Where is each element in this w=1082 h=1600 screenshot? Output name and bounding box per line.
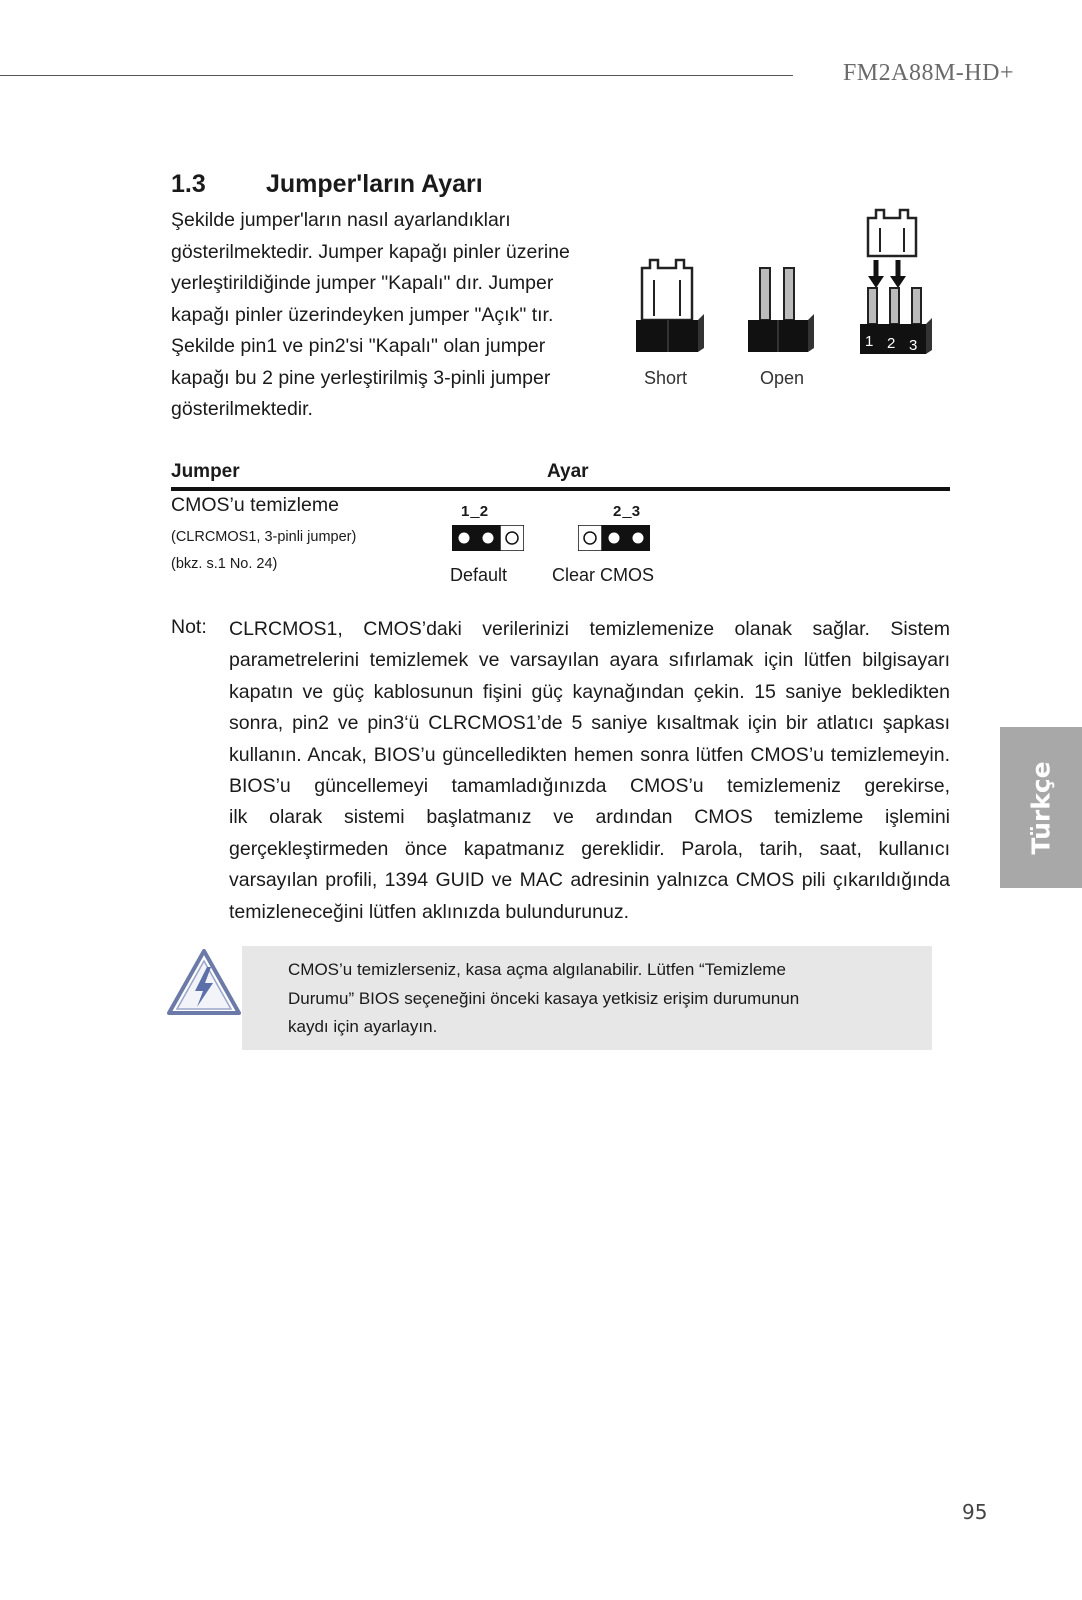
- table-rule: [171, 487, 950, 491]
- open-label: Open: [760, 368, 805, 388]
- col-header-setting: Ayar: [547, 461, 589, 482]
- pin-number-3: 3: [909, 337, 918, 354]
- page-number: 95: [962, 1500, 988, 1524]
- note-line: ilk olarak sistemi başlatmanız ve ardından CMOS temizleme işlemini: [229, 806, 950, 829]
- intro-line: gösterilmektedir. Jumper kapağı pinler üzerine: [171, 240, 570, 263]
- intro-line: kapağı bu 2 pine yerleştirilmiş 3-pinli jumper: [171, 366, 551, 389]
- warning-icon: [167, 947, 241, 1017]
- header-rule: [0, 75, 793, 76]
- warning-line: kaydı için ayarlayın.: [288, 1017, 438, 1036]
- intro-line: Şekilde pin1 ve pin2'si "Kapalı" olan jumper: [171, 335, 546, 357]
- note-label: Not:: [171, 616, 207, 638]
- col-header-jumper: Jumper: [171, 461, 240, 482]
- note-line: gerçekleştirmeden önce kapatmanız gereklidir. Parola, tarih, saat, kullanıcı: [229, 837, 950, 860]
- row-sub-jumper: (CLRCMOS1, 3-pinli jumper): [171, 529, 357, 545]
- warning-line: Durumu” BIOS seçeneğini önceki kasaya yetkisiz erişim durumunun: [288, 988, 800, 1008]
- clear-pin-label: 2_3: [613, 503, 642, 520]
- intro-line: yerleştirildiğinde jumper "Kapalı" dır. Jumper: [171, 272, 554, 294]
- three-pin-jumper-graphic: [860, 210, 932, 354]
- intro-paragraph: [171, 205, 611, 426]
- intro-line: kapağı pinler üzerindeyken jumper "Açık" tır.: [171, 303, 554, 326]
- model-name: FM2A88M-HD+: [842, 60, 1014, 86]
- row-sub-ref: (bkz. s.1 No. 24): [171, 556, 278, 572]
- note-line: temizleneceğini lütfen aklınızda bulundurunuz.: [229, 900, 630, 923]
- open-jumper-graphic: [748, 268, 814, 352]
- section-heading: Jumper'ların Ayarı: [266, 170, 483, 198]
- clear-pin-block: [578, 525, 650, 551]
- warning-text: [288, 956, 908, 1042]
- section-number: 1.3: [171, 170, 206, 198]
- row-name: CMOS’u temizleme: [171, 494, 339, 516]
- default-pin-block: [452, 525, 524, 551]
- language-tab-label: Türkçe: [1026, 760, 1056, 855]
- note-line: parametrelerini temizlemek ve varsayılan ayara sıfırlamak için lütfen bilgisayarı: [229, 649, 950, 672]
- note-line: varsayılan profili, 1394 GUID ve MAC adresinin yalnızca CMOS pili çıkarıldığında: [229, 869, 950, 892]
- short-jumper-graphic: [636, 260, 704, 352]
- note-line: kapatın ve güç kablosunun fişini güç kaynağından çekin. 15 saniye bekledikten: [229, 680, 950, 703]
- note-line: sonra, pin2 ve pin3‘ü CLRCMOS1’de 5 saniye kısaltmak için bir atlatıcı şapkası: [229, 712, 950, 735]
- intro-line: Şekilde jumper'ların nasıl ayarlandıkları: [171, 209, 511, 231]
- default-pin-label: 1_2: [461, 503, 490, 520]
- section-title: [171, 170, 483, 199]
- note-body: [229, 614, 950, 928]
- intro-line: gösterilmektedir.: [171, 398, 313, 420]
- note-line: CLRCMOS1, CMOS’daki verilerinizi temizlemenize olanak sağlar. Sistem: [229, 618, 950, 640]
- note-line: kullanın. Ancak, BIOS’u güncelledikten hemen sonra lütfen CMOS’u temizlemeyin.: [229, 743, 950, 766]
- pin-number-1: 1: [865, 333, 874, 350]
- pin-number-2: 2: [887, 335, 896, 352]
- note-line: BIOS’u güncellemeyi tamamladığınızda CMOS’u temizlemeniz gerekirse,: [229, 775, 950, 798]
- default-caption: Default: [450, 565, 508, 585]
- clear-caption: Clear CMOS: [552, 565, 655, 585]
- language-tab: [1000, 727, 1082, 888]
- warning-line: CMOS’u temizlerseniz, kasa açma algılanabilir. Lütfen “Temizleme: [288, 960, 786, 979]
- short-label: Short: [644, 368, 688, 388]
